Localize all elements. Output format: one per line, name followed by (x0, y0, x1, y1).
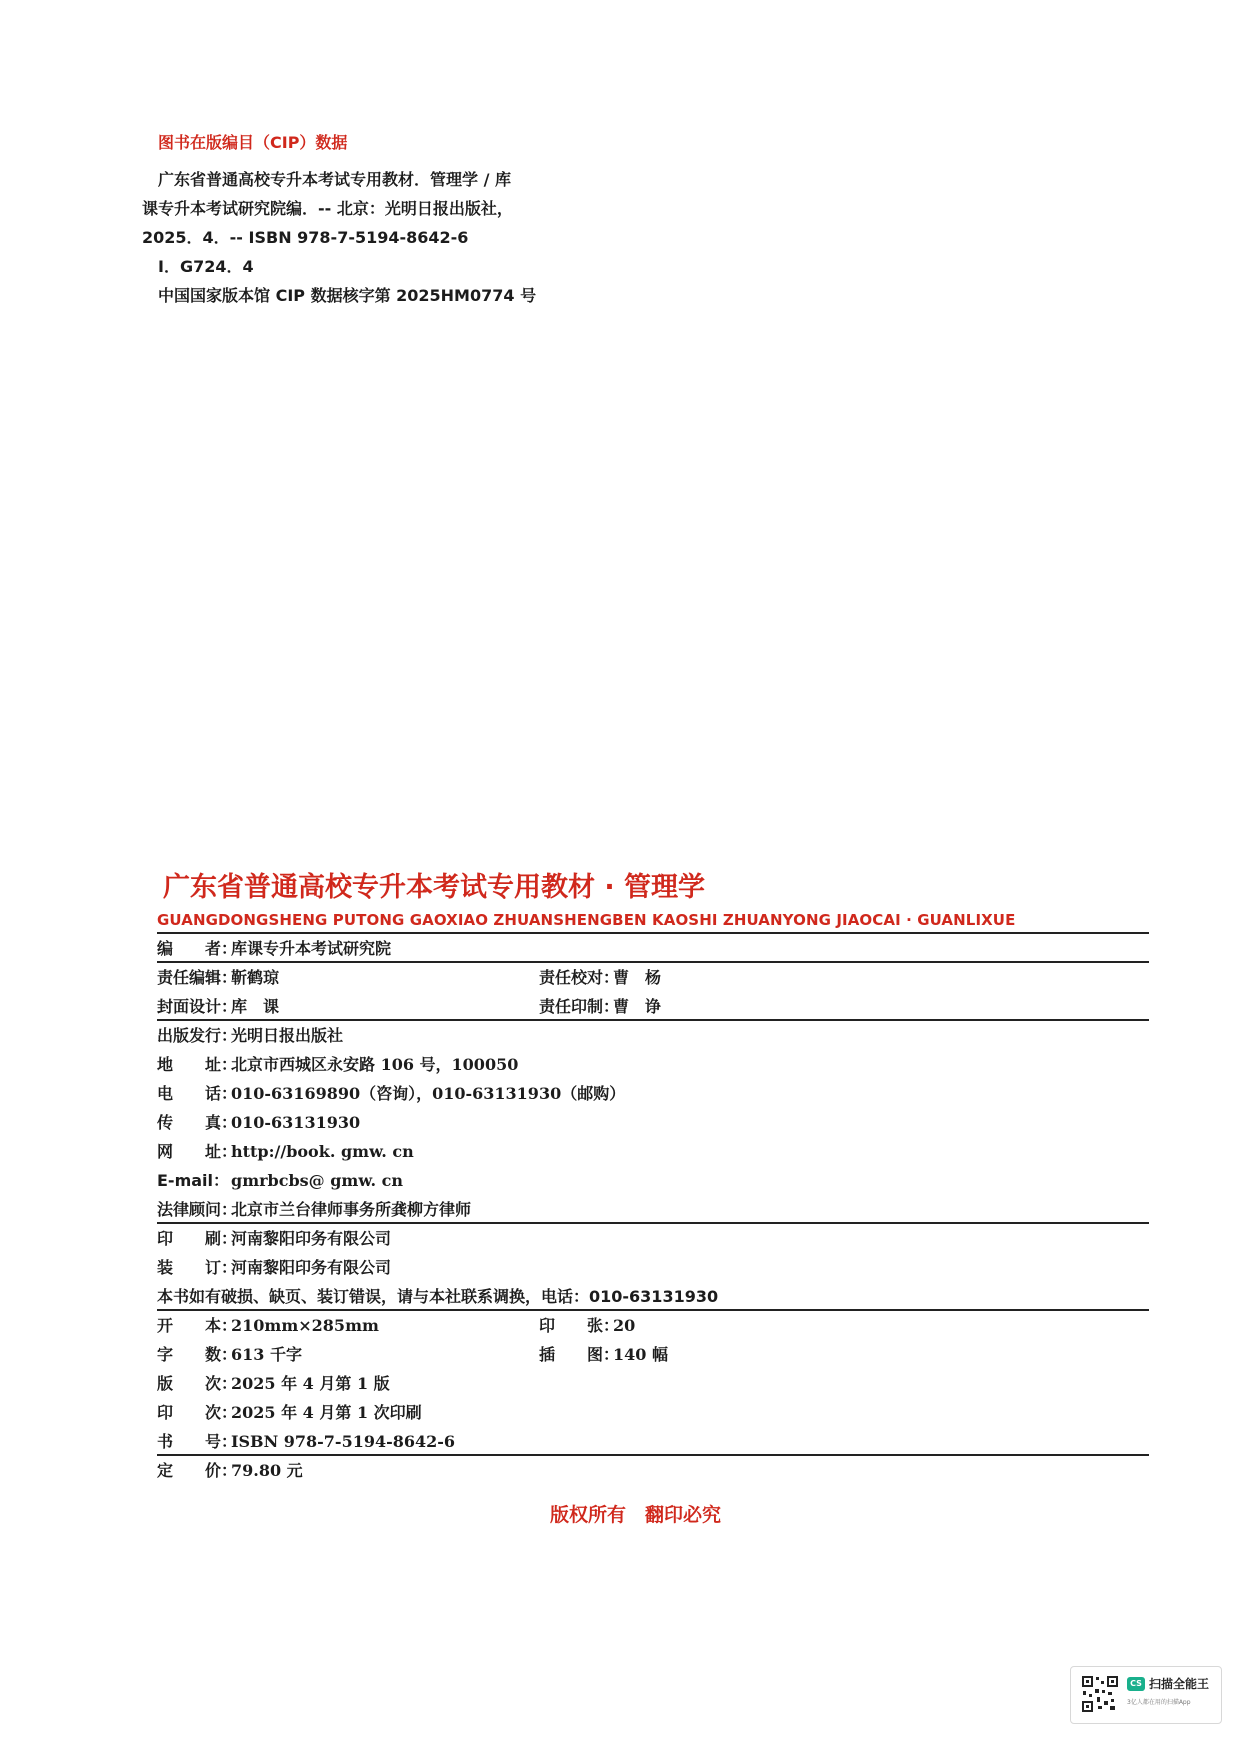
scanner-badge-subtitle: 3亿人都在用的扫描App (1127, 1699, 1191, 1706)
sheets-label: 印 张： (539, 1316, 620, 1335)
website-label: 网 址： (157, 1142, 238, 1161)
email-label: E-mail： (157, 1171, 230, 1190)
editor-value: 库课专升本考试研究院 (231, 939, 392, 958)
website-row (157, 1137, 1157, 1166)
colophon (157, 868, 1157, 1485)
edition-label: 版 次： (157, 1374, 238, 1393)
editor-row (157, 934, 1149, 963)
address-value: 北京市西城区永安路 106 号，100050 (231, 1055, 519, 1074)
cover-design-row (157, 992, 1149, 1021)
cip-line-2: 课专升本考试研究院编．-- 北京：光明日报出版社， (142, 199, 513, 218)
qr-code-icon (1081, 1675, 1119, 1713)
fax-value: 010-63131930 (231, 1113, 361, 1132)
cip-block (142, 130, 588, 310)
format-row (157, 1311, 1157, 1340)
editor-label: 编 者： (157, 939, 238, 958)
binder-row (157, 1253, 1157, 1282)
edition-value: 2025 年 4 月第 1 版 (231, 1374, 390, 1393)
proofreader-label: 责任校对： (539, 968, 620, 987)
printing-label: 印 次： (157, 1403, 238, 1422)
proofreader-value: 曹 杨 (613, 968, 662, 987)
responsible-editor-label: 责任编辑： (157, 968, 238, 987)
cip-line-4: Ⅰ．G724．4 (158, 257, 254, 276)
edition-row (157, 1369, 1157, 1398)
print-manager-label: 责任印制： (539, 997, 620, 1016)
scanner-watermark-badge (1070, 1666, 1222, 1724)
printer-label: 印 刷： (157, 1229, 238, 1248)
publisher-value: 光明日报出版社 (231, 1026, 344, 1045)
legal-row (157, 1195, 1149, 1224)
proofreader (539, 963, 661, 992)
word-count-label: 字 数： (157, 1345, 238, 1364)
cip-line-3: 2025．4．-- ISBN 978-7-5194-8642-6 (142, 228, 469, 247)
illustrations-label: 插 图： (539, 1345, 620, 1364)
book-title: 广东省普通高校专升本考试专用教材 · 管理学 (163, 872, 706, 903)
isbn-value: ISBN 978-7-5194-8642-6 (231, 1432, 456, 1451)
phone-row (157, 1079, 1157, 1108)
cip-line-1: 广东省普通高校专升本考试专用教材．管理学 / 库 (158, 170, 511, 189)
phone-label: 电 话： (157, 1084, 238, 1103)
price-label: 定 价： (157, 1461, 238, 1480)
format-label: 开 本： (157, 1316, 238, 1335)
book-pinyin-title: GUANGDONGSHENG PUTONG GAOXIAO ZHUANSHENGBEN KAOSHI ZHUANYONG JIAOCAI · GUANLIXUE (157, 911, 1016, 929)
fax-label: 传 真： (157, 1113, 238, 1132)
scanner-logo-icon: CS (1127, 1677, 1145, 1691)
cover-design-value: 库 课 (231, 997, 280, 1016)
publisher-row (157, 1021, 1157, 1050)
email-row (157, 1166, 1157, 1195)
legal-value: 北京市兰台律师事务所龚柳方律师 (231, 1200, 472, 1219)
printer-row (157, 1224, 1157, 1253)
print-manager (539, 992, 661, 1021)
isbn-label: 书 号： (157, 1432, 238, 1451)
format-value: 210mm×285mm (231, 1316, 379, 1335)
word-count-row (157, 1340, 1157, 1369)
legal-label: 法律顾问： (157, 1200, 238, 1219)
print-manager-value: 曹 诤 (613, 997, 662, 1016)
price-row (157, 1456, 1157, 1485)
responsible-editor-value: 靳鹤琼 (231, 968, 280, 987)
email-value: gmrbcbs@ gmw. cn (231, 1171, 404, 1190)
address-row (157, 1050, 1157, 1079)
illustrations-value: 140 幅 (613, 1345, 668, 1364)
printer-value: 河南黎阳印务有限公司 (231, 1229, 392, 1248)
cip-heading: 图书在版编目（CIP）数据 (158, 133, 348, 152)
binder-label: 装 订： (157, 1258, 238, 1277)
publisher-label: 出版发行： (157, 1026, 238, 1045)
phone-value: 010-63169890（咨询），010-63131930（邮购） (231, 1084, 626, 1103)
word-count-value: 613 千字 (231, 1345, 302, 1364)
cover-design-label: 封面设计： (157, 997, 238, 1016)
notice-row: 本书如有破损、缺页、装订错误，请与本社联系调换，电话：010-63131930 (157, 1282, 1149, 1311)
price-value: 79.80 元 (231, 1461, 303, 1480)
printing-row (157, 1398, 1157, 1427)
responsible-editor-row (157, 963, 1157, 992)
isbn-row (157, 1427, 1149, 1456)
website-value: http://book. gmw. cn (231, 1142, 414, 1161)
cip-line-5: 中国国家版本馆 CIP 数据核字第 2025HM0774 号 (158, 286, 537, 305)
illustrations (539, 1340, 668, 1369)
scanner-badge-title: 扫描全能王 (1149, 1677, 1210, 1691)
sheets (539, 1311, 635, 1340)
binder-value: 河南黎阳印务有限公司 (231, 1258, 392, 1277)
sheets-value: 20 (613, 1316, 636, 1335)
copyright-notice: 版权所有 翻印必究 (550, 1504, 722, 1526)
address-label: 地 址： (157, 1055, 238, 1074)
fax-row (157, 1108, 1157, 1137)
printing-value: 2025 年 4 月第 1 次印刷 (231, 1403, 422, 1422)
